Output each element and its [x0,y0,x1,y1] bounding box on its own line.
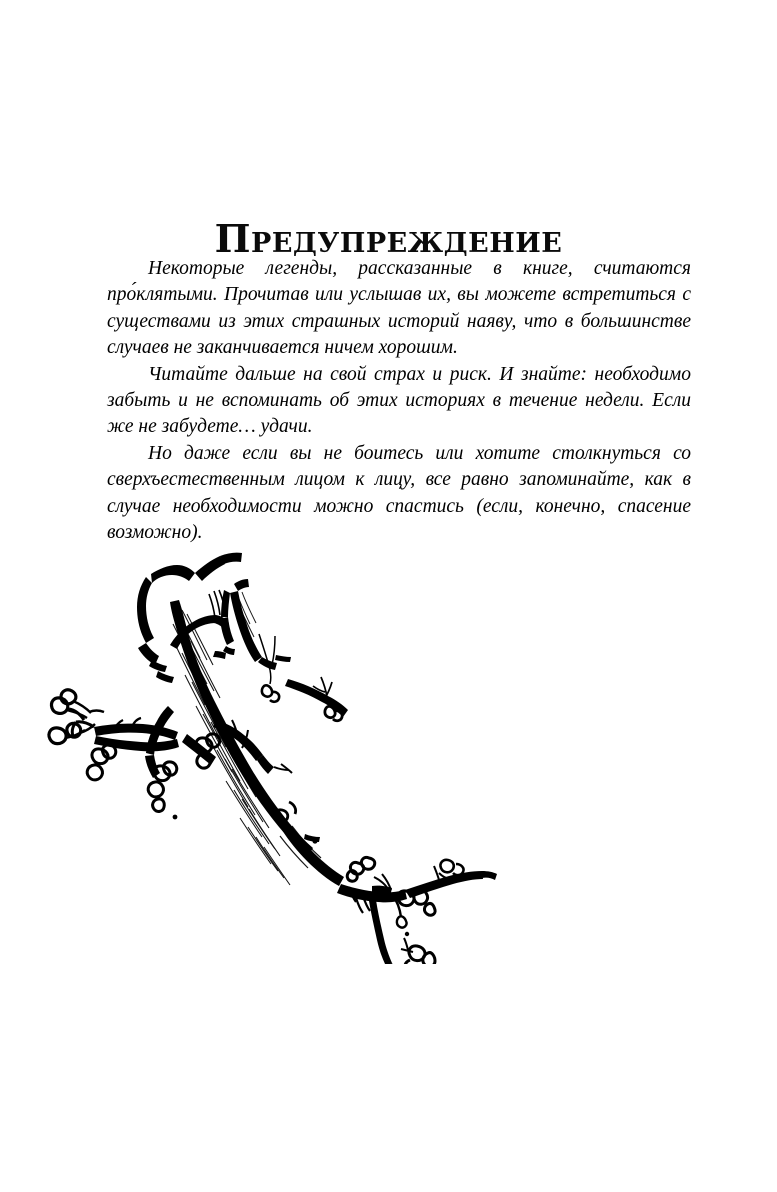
page-title: Предупреждение [214,216,563,262]
tree-branch-icon [36,534,506,964]
paragraph-2: Читайте дальше на свой страх и риск. И знайте: необходимо забыть и не вспоминать об этих историях в течение недели. Если же не забудете… удачи. [107,363,691,438]
paragraph-1: Некоторые легенды, рассказанные в книге, считаются про́клятыми. Прочитав или услышав их, вы можете встретиться с существами из этих страшных историй наяву, что в большинстве случаев не заканчивается ничем хорошим. [107,258,691,359]
body-text [107,256,691,546]
branch-illustration [36,534,506,964]
paragraph-3: Но даже если вы не боитесь или хотите столкнуться со сверхъестественным лицом к лицу, все равно запоминайте, как в случае необходимости можно спастись (если, конечно, спасение возможно). [107,442,691,544]
